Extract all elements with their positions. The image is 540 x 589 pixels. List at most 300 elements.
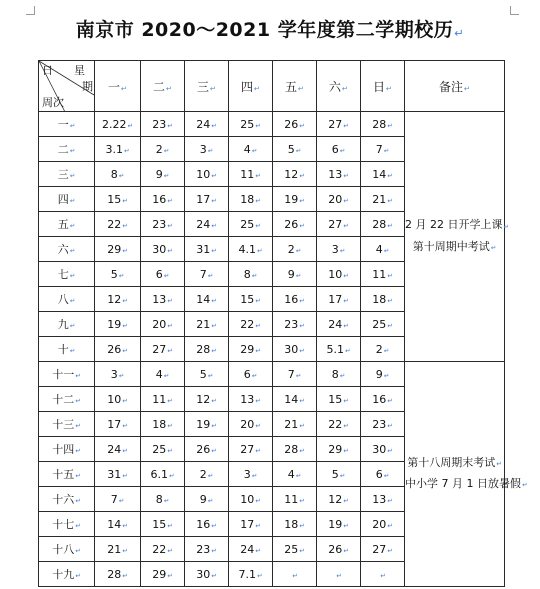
paragraph-mark-icon: ↵ [343, 496, 349, 505]
date-cell: 9↵ [185, 487, 229, 512]
date-cell: 4↵ [229, 137, 273, 162]
paragraph-mark-icon: ↵ [118, 496, 125, 505]
paragraph-mark-icon: ↵ [211, 421, 217, 430]
paragraph-mark-icon: ↵ [211, 246, 217, 255]
date-cell: 22↵ [317, 412, 361, 437]
paragraph-mark-icon: ↵ [207, 496, 214, 505]
date-cell: 12↵ [185, 387, 229, 412]
date-cell: 23↵ [185, 537, 229, 562]
paragraph-mark-icon: ↵ [343, 546, 349, 555]
paragraph-mark-icon: ↵ [255, 196, 261, 205]
paragraph-mark-icon: ↵ [75, 372, 81, 381]
date-cell: 25↵ [273, 537, 317, 562]
date-cell: 27↵ [229, 437, 273, 462]
paragraph-mark-icon: ↵ [255, 321, 261, 330]
paragraph-mark-icon: ↵ [295, 471, 302, 480]
paragraph-mark-icon: ↵ [292, 571, 298, 580]
paragraph-mark-icon: ↵ [299, 346, 305, 355]
date-cell: 22↵ [141, 537, 185, 562]
date-cell: 7↵ [185, 262, 229, 287]
date-cell: 17↵ [317, 287, 361, 312]
date-cell: 10↵ [229, 487, 273, 512]
paragraph-mark-icon: ↵ [383, 371, 390, 380]
paragraph-mark-icon: ↵ [255, 221, 261, 230]
paragraph-mark-icon: ↵ [69, 122, 76, 131]
day-header: 三↵ [185, 61, 229, 112]
paragraph-mark-icon: ↵ [387, 321, 393, 330]
paragraph-mark-icon: ↵ [69, 197, 76, 206]
date-cell: 5↵ [273, 137, 317, 162]
paragraph-mark-icon: ↵ [255, 346, 261, 355]
paragraph-mark-icon: ↵ [69, 222, 76, 231]
paragraph-mark-icon: ↵ [69, 297, 76, 306]
week-number-cell: 八↵ [39, 287, 95, 312]
week-number-cell: 十六↵ [39, 487, 95, 512]
date-cell: 16↵ [273, 287, 317, 312]
paragraph-mark-icon: ↵ [299, 221, 305, 230]
paragraph-mark-icon: ↵ [211, 571, 217, 580]
page-title-text: 南京市 2020～2021 学年度第二学期校历 [75, 19, 454, 41]
week-number-cell: 二↵ [39, 137, 95, 162]
date-cell: 30↵ [361, 437, 405, 462]
week-number-cell: 十二↵ [39, 387, 95, 412]
paragraph-mark-icon: ↵ [123, 146, 130, 155]
paragraph-mark-icon: ↵ [299, 296, 305, 305]
date-cell: 18↵ [273, 512, 317, 537]
date-cell: 4↵ [361, 237, 405, 262]
paragraph-mark-icon: ↵ [69, 347, 76, 356]
paragraph-mark-icon: ↵ [211, 321, 217, 330]
week-number-cell: 十三↵ [39, 412, 95, 437]
date-cell: 29↵ [317, 437, 361, 462]
week-number-cell: 六↵ [39, 237, 95, 262]
paragraph-mark-icon: ↵ [387, 496, 393, 505]
date-cell: 3↵ [229, 462, 273, 487]
paragraph-mark-icon: ↵ [122, 196, 128, 205]
date-cell: 4↵ [141, 362, 185, 387]
week-number-cell: 三↵ [39, 162, 95, 187]
paragraph-mark-icon: ↵ [387, 296, 393, 305]
week-number-cell: 十↵ [39, 337, 95, 362]
week-number-cell: 十四↵ [39, 437, 95, 462]
paragraph-mark-icon: ↵ [490, 243, 497, 252]
diagonal-header-cell [39, 61, 95, 112]
paragraph-mark-icon: ↵ [167, 446, 173, 455]
paragraph-mark-icon: ↵ [255, 446, 261, 455]
week-number-cell: 十八↵ [39, 537, 95, 562]
table-row [39, 112, 505, 137]
paragraph-mark-icon: ↵ [255, 546, 261, 555]
paragraph-mark-icon: ↵ [75, 422, 81, 431]
day-header: 六↵ [317, 61, 361, 112]
paragraph-mark-icon: ↵ [211, 446, 217, 455]
paragraph-mark-icon: ↵ [339, 371, 346, 380]
date-cell: 22↵ [229, 312, 273, 337]
day-header: 二↵ [141, 61, 185, 112]
date-cell: 27↵ [361, 537, 405, 562]
date-cell: 30↵ [185, 562, 229, 587]
paragraph-mark-icon: ↵ [167, 246, 173, 255]
date-cell: 20↵ [317, 187, 361, 212]
paragraph-mark-icon: ↵ [251, 271, 258, 280]
week-number-cell: 一↵ [39, 112, 95, 137]
paragraph-mark-icon: ↵ [167, 521, 173, 530]
date-cell: 6↵ [361, 462, 405, 487]
paragraph-mark-icon: ↵ [387, 546, 393, 555]
date-cell: 21↵ [361, 187, 405, 212]
paragraph-mark-icon: ↵ [211, 346, 217, 355]
paragraph-mark-icon: ↵ [343, 121, 349, 130]
date-cell: 26↵ [95, 337, 141, 362]
date-cell: 4↵ [273, 462, 317, 487]
paragraph-mark-icon: ↵ [122, 446, 128, 455]
date-cell: 25↵ [229, 212, 273, 237]
paragraph-mark-icon: ↵ [299, 546, 305, 555]
paragraph-mark-icon: ↵ [255, 296, 261, 305]
paragraph-mark-icon: ↵ [380, 571, 386, 580]
date-cell: 11↵ [229, 162, 273, 187]
paragraph-mark-icon: ↵ [163, 496, 170, 505]
day-header: 四↵ [229, 61, 273, 112]
header-corner-ri: 日 [42, 64, 53, 77]
date-cell: 25↵ [361, 312, 405, 337]
paragraph-mark-icon: ↵ [127, 121, 134, 130]
paragraph-mark-icon: ↵ [256, 571, 263, 580]
date-cell: 18↵ [141, 412, 185, 437]
paragraph-mark-icon: ↵ [122, 296, 128, 305]
table-row [39, 362, 505, 387]
paragraph-mark-icon: ↵ [383, 346, 390, 355]
date-cell: 23↵ [141, 212, 185, 237]
paragraph-mark-icon: ↵ [211, 221, 217, 230]
date-cell: 19↵ [317, 512, 361, 537]
paragraph-mark-icon: ↵ [75, 522, 81, 531]
remark-line: 中小学 7 月 1 日放暑假↵ [405, 477, 528, 490]
date-cell: 13↵ [141, 287, 185, 312]
week-number-cell: 九↵ [39, 312, 95, 337]
week-number-cell: 四↵ [39, 187, 95, 212]
date-cell: 14↵ [361, 162, 405, 187]
paragraph-mark-icon: ↵ [118, 171, 125, 180]
paragraph-mark-icon: ↵ [343, 271, 349, 280]
date-cell: 3.1↵ [95, 137, 141, 162]
paragraph-mark-icon: ↵ [255, 496, 261, 505]
paragraph-mark-icon: ↵ [255, 421, 261, 430]
remark-cell [405, 112, 510, 362]
paragraph-mark-icon: ↵ [122, 546, 128, 555]
date-cell: 26↵ [185, 437, 229, 462]
paragraph-mark-icon: ↵ [387, 271, 393, 280]
date-cell: 21↵ [273, 412, 317, 437]
date-cell: 2↵ [361, 337, 405, 362]
date-cell: 14↵ [185, 287, 229, 312]
page-corner-mark-left [26, 6, 35, 15]
date-cell: 13↵ [317, 162, 361, 187]
paragraph-mark-icon: ↵ [343, 196, 349, 205]
paragraph-mark-icon: ↵ [122, 346, 128, 355]
date-cell: 14↵ [95, 512, 141, 537]
date-cell: 26↵ [273, 112, 317, 137]
paragraph-mark-icon: ↵ [118, 371, 125, 380]
date-cell: 30↵ [141, 237, 185, 262]
date-cell: 9↵ [141, 162, 185, 187]
date-cell: 25↵ [141, 437, 185, 462]
paragraph-mark-icon: ↵ [122, 421, 128, 430]
date-cell [317, 562, 361, 587]
date-cell: 17↵ [95, 412, 141, 437]
paragraph-mark-icon: ↵ [343, 321, 349, 330]
date-cell: 26↵ [273, 212, 317, 237]
date-cell: 28↵ [361, 212, 405, 237]
date-cell: 26↵ [317, 537, 361, 562]
date-cell: 28↵ [95, 562, 141, 587]
day-header: 日↵ [361, 61, 405, 112]
date-cell: 7↵ [361, 137, 405, 162]
date-cell: 5↵ [317, 462, 361, 487]
paragraph-mark-icon: ↵ [251, 471, 258, 480]
paragraph-mark-icon: ↵ [211, 546, 217, 555]
date-cell: 12↵ [273, 162, 317, 187]
date-cell: 2↵ [185, 462, 229, 487]
header-corner-qi: 期 [82, 80, 93, 93]
date-cell: 16↵ [141, 187, 185, 212]
paragraph-mark-icon: ↵ [122, 396, 128, 405]
paragraph-mark-icon: ↵ [344, 346, 351, 355]
paragraph-mark-icon: ↵ [69, 172, 76, 181]
date-cell: 31↵ [95, 462, 141, 487]
date-cell: 19↵ [273, 187, 317, 212]
paragraph-mark-icon: ↵ [163, 371, 170, 380]
paragraph-mark-icon: ↵ [496, 460, 502, 468]
paragraph-mark-icon: ↵ [255, 521, 261, 530]
date-cell: 30↵ [273, 337, 317, 362]
paragraph-mark-icon: ↵ [255, 396, 261, 405]
paragraph-mark-icon: ↵ [383, 146, 390, 155]
date-cell: 2↵ [273, 237, 317, 262]
paragraph-mark-icon: ↵ [295, 371, 302, 380]
date-cell: 4.1↵ [229, 237, 273, 262]
paragraph-mark-icon: ↵ [299, 321, 305, 330]
date-cell: 3↵ [185, 137, 229, 162]
remark-line: 第十周期中考试↵ [412, 239, 497, 253]
paragraph-mark-icon: ↵ [207, 471, 214, 480]
paragraph-mark-icon: ↵ [75, 497, 81, 506]
paragraph-mark-icon: ↵ [75, 472, 81, 481]
paragraph-mark-icon: ↵ [339, 146, 346, 155]
week-number-cell: 十五↵ [39, 462, 95, 487]
paragraph-mark-icon: ↵ [454, 25, 465, 40]
date-cell: 23↵ [273, 312, 317, 337]
date-cell: 31↵ [185, 237, 229, 262]
date-cell: 8↵ [317, 362, 361, 387]
paragraph-mark-icon: ↵ [211, 296, 217, 305]
paragraph-mark-icon: ↵ [299, 521, 305, 530]
date-cell: 7↵ [95, 487, 141, 512]
date-cell: 20↵ [229, 412, 273, 437]
paragraph-mark-icon: ↵ [255, 171, 261, 180]
paragraph-mark-icon: ↵ [383, 471, 390, 480]
week-number-cell: 十一↵ [39, 362, 95, 387]
week-number-cell: 五↵ [39, 212, 95, 237]
date-cell: 10↵ [317, 262, 361, 287]
date-cell: 29↵ [95, 237, 141, 262]
date-cell: 6↵ [141, 262, 185, 287]
paragraph-mark-icon: ↵ [207, 271, 214, 280]
paragraph-mark-icon: ↵ [69, 247, 76, 256]
paragraph-mark-icon: ↵ [295, 271, 302, 280]
week-number-cell: 十九↵ [39, 562, 95, 587]
date-cell: 17↵ [185, 187, 229, 212]
paragraph-mark-icon: ↵ [122, 321, 128, 330]
paragraph-mark-icon: ↵ [343, 421, 349, 430]
paragraph-mark-icon: ↵ [211, 196, 217, 205]
paragraph-mark-icon: ↵ [163, 271, 170, 280]
date-cell: 9↵ [361, 362, 405, 387]
paragraph-mark-icon: ↵ [256, 246, 263, 255]
date-cell [273, 562, 317, 587]
paragraph-mark-icon: ↵ [387, 171, 393, 180]
date-cell: 24↵ [317, 312, 361, 337]
paragraph-mark-icon: ↵ [299, 196, 305, 205]
date-cell: 15↵ [229, 287, 273, 312]
paragraph-mark-icon: ↵ [343, 296, 349, 305]
calendar-body [39, 112, 528, 587]
paragraph-mark-icon: ↵ [75, 397, 81, 406]
paragraph-mark-icon: ↵ [299, 171, 305, 180]
paragraph-mark-icon: ↵ [122, 221, 128, 230]
date-cell: 24↵ [185, 212, 229, 237]
calendar-table [38, 60, 528, 587]
date-cell: 2↵ [141, 137, 185, 162]
date-cell: 18↵ [361, 287, 405, 312]
date-cell: 24↵ [229, 537, 273, 562]
paragraph-mark-icon: ↵ [251, 146, 258, 155]
date-cell: 3↵ [95, 362, 141, 387]
date-cell: 28↵ [185, 337, 229, 362]
paragraph-mark-icon: ↵ [211, 121, 217, 130]
date-cell: 11↵ [273, 487, 317, 512]
date-cell: 6.1↵ [141, 462, 185, 487]
date-cell: 16↵ [185, 512, 229, 537]
date-cell: 24↵ [185, 112, 229, 137]
paragraph-mark-icon: ↵ [167, 421, 173, 430]
paragraph-mark-icon: ↵ [387, 421, 393, 430]
paragraph-mark-icon: ↵ [299, 121, 305, 130]
date-cell [361, 562, 405, 587]
paragraph-mark-icon: ↵ [122, 246, 128, 255]
paragraph-mark-icon: ↵ [69, 147, 76, 156]
date-cell: 10↵ [185, 162, 229, 187]
paragraph-mark-icon: ↵ [295, 246, 302, 255]
date-cell: 6↵ [317, 137, 361, 162]
page-title [0, 15, 540, 42]
date-cell: 15↵ [95, 187, 141, 212]
paragraph-mark-icon: ↵ [299, 496, 305, 505]
paragraph-mark-icon: ↵ [521, 481, 528, 490]
day-header: 五↵ [273, 61, 317, 112]
date-cell: 20↵ [141, 312, 185, 337]
date-cell: 2.22↵ [95, 112, 141, 137]
date-cell: 29↵ [229, 337, 273, 362]
remark-cell [405, 362, 528, 587]
date-cell: 21↵ [95, 537, 141, 562]
paragraph-mark-icon: ↵ [387, 196, 393, 205]
date-cell: 23↵ [141, 112, 185, 137]
paragraph-mark-icon: ↵ [69, 322, 76, 331]
paragraph-mark-icon: ↵ [75, 572, 81, 581]
paragraph-mark-icon: ↵ [167, 121, 173, 130]
date-cell: 19↵ [185, 412, 229, 437]
paragraph-mark-icon: ↵ [163, 146, 170, 155]
date-cell: 25↵ [229, 112, 273, 137]
paragraph-mark-icon: ↵ [387, 221, 393, 230]
date-cell: 27↵ [317, 112, 361, 137]
paragraph-mark-icon: ↵ [295, 146, 302, 155]
paragraph-mark-icon: ↵ [75, 447, 81, 456]
paragraph-mark-icon: ↵ [255, 121, 261, 130]
paragraph-mark-icon: ↵ [122, 521, 128, 530]
remark-header: 备注↵ [405, 61, 505, 112]
paragraph-mark-icon: ↵ [299, 446, 305, 455]
paragraph-mark-icon: ↵ [211, 171, 217, 180]
paragraph-mark-icon: ↵ [299, 421, 305, 430]
paragraph-mark-icon: ↵ [211, 396, 217, 405]
date-cell: 28↵ [273, 437, 317, 462]
date-cell: 18↵ [229, 187, 273, 212]
paragraph-mark-icon: ↵ [383, 246, 390, 255]
day-header: 一↵ [95, 61, 141, 112]
paragraph-mark-icon: ↵ [69, 272, 76, 281]
date-cell: 8↵ [95, 162, 141, 187]
paragraph-mark-icon: ↵ [168, 471, 175, 480]
paragraph-mark-icon: ↵ [339, 246, 346, 255]
paragraph-mark-icon: ↵ [387, 396, 393, 405]
date-cell: 23↵ [361, 412, 405, 437]
paragraph-mark-icon: ↵ [167, 321, 173, 330]
date-cell: 7.1↵ [229, 562, 273, 587]
paragraph-mark-icon: ↵ [211, 521, 217, 530]
paragraph-mark-icon: ↵ [251, 371, 258, 380]
date-cell: 5↵ [95, 262, 141, 287]
date-cell: 17↵ [229, 512, 273, 537]
page-corner-mark-right [510, 6, 519, 15]
date-cell: 9↵ [273, 262, 317, 287]
date-cell: 14↵ [273, 387, 317, 412]
date-cell: 13↵ [229, 387, 273, 412]
paragraph-mark-icon: ↵ [167, 196, 173, 205]
date-cell: 15↵ [141, 512, 185, 537]
header-row [39, 61, 505, 112]
date-cell: 21↵ [185, 312, 229, 337]
date-cell: 12↵ [95, 287, 141, 312]
paragraph-mark-icon: ↵ [167, 296, 173, 305]
paragraph-mark-icon: ↵ [122, 471, 128, 480]
remark-line: 第十八周期末考试↵ [407, 455, 502, 469]
date-cell: 7↵ [273, 362, 317, 387]
date-cell: 24↵ [95, 437, 141, 462]
header-corner-xing: 星 [74, 64, 85, 77]
date-cell: 10↵ [95, 387, 141, 412]
paragraph-mark-icon: ↵ [336, 571, 342, 580]
paragraph-mark-icon: ↵ [167, 571, 173, 580]
paragraph-mark-icon: ↵ [343, 221, 349, 230]
paragraph-mark-icon: ↵ [207, 146, 214, 155]
date-cell: 11↵ [361, 262, 405, 287]
date-cell: 13↵ [361, 487, 405, 512]
paragraph-mark-icon: ↵ [163, 171, 170, 180]
paragraph-mark-icon: ↵ [343, 446, 349, 455]
paragraph-mark-icon: ↵ [343, 171, 349, 180]
